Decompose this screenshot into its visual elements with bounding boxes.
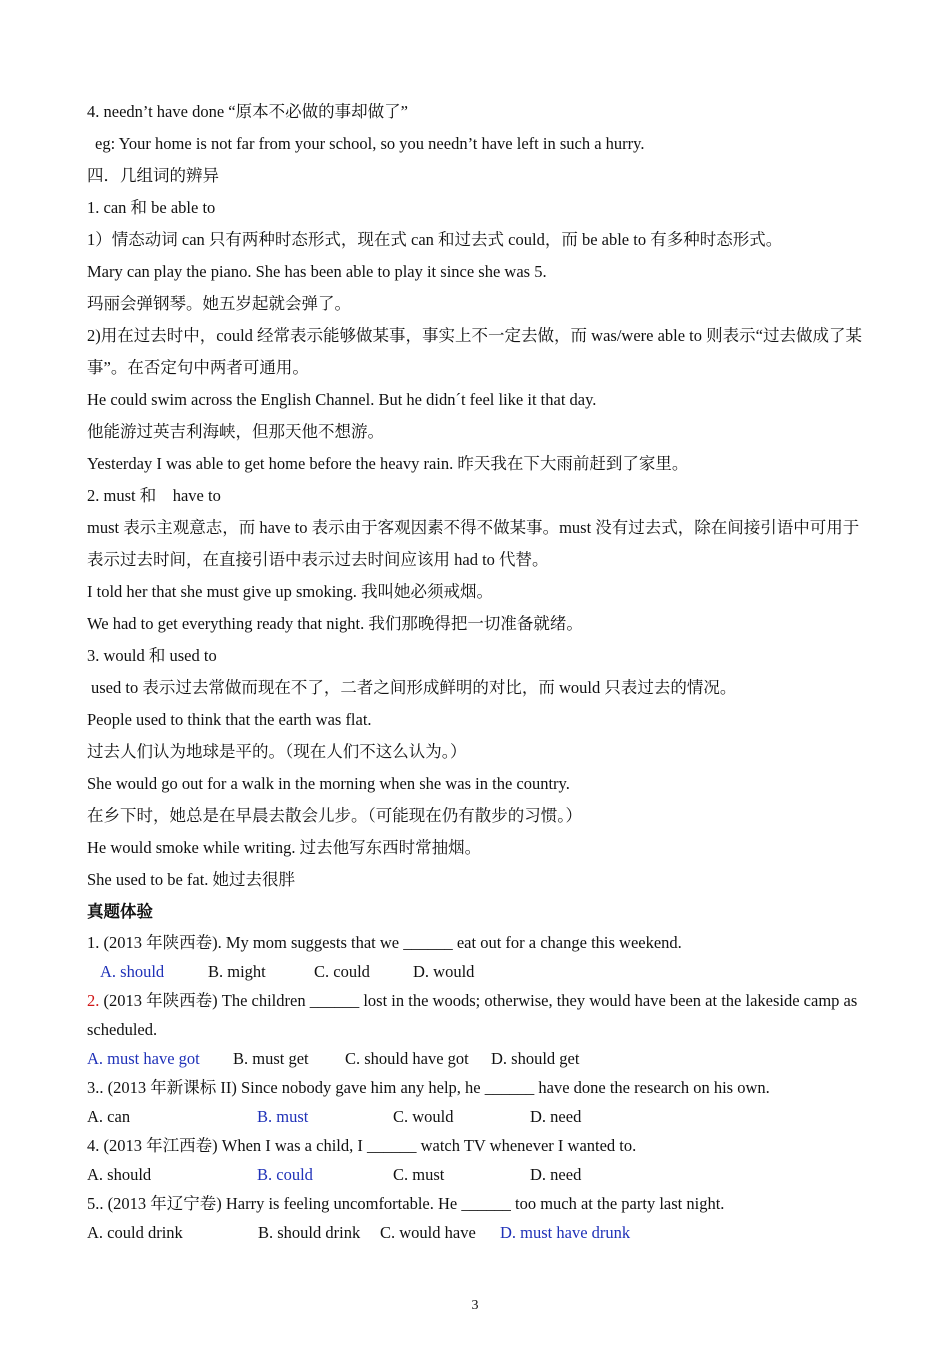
question-stem: (2013 年陕西卷) The children ______ lost in the woods; otherwise, they would have been at the lakeside camp as scheduled. [87, 991, 858, 1039]
example-sentence: I told her that she must give up smoking. 我叫她必须戒烟。 [87, 582, 494, 601]
option-a: A. must have got [87, 1049, 200, 1068]
option-a: A. should [87, 1165, 152, 1184]
question-4-options [87, 1160, 872, 1189]
question-number: 2. [87, 991, 100, 1010]
option-a: A. can [87, 1107, 131, 1126]
option-d: D. need [530, 1165, 582, 1184]
option-c: C. should have got [345, 1049, 469, 1068]
question-number: 4. [87, 1136, 100, 1155]
text-paragraph: must 表示主观意志，而 have to 表示由于客观因素不得不做某事。must 没有过去式，除在间接引语中可用于表示过去时间，在直接引语中表示过去时间应该用 had to 代替。 [87, 518, 860, 569]
option-d: D. need [530, 1107, 582, 1126]
text-line: 4. needn’t have done “原本不必做的事却做了” [87, 102, 408, 121]
translation: 他能游过英吉利海峡，但那天他不想游。 [87, 422, 384, 441]
option-c: C. would have [380, 1223, 476, 1242]
question-5 [87, 1189, 872, 1218]
subsection-heading: 2. must 和 have to [87, 486, 221, 505]
option-c: C. would [393, 1107, 454, 1126]
text-paragraph: 2)用在过去时中，could 经常表示能够做某事，事实上不一定去做，而 was/were able to 则表示“过去做成了某事”。在否定句中两者可通用。 [87, 326, 862, 377]
question-stem: (2013 年陕西卷). My mom suggests that we ______ eat out for a change this weekend. [99, 933, 682, 952]
example-sentence: She used to be fat. 她过去很胖 [87, 870, 296, 889]
question-2-options [87, 1044, 872, 1073]
question-stem: (2013 年新课标 II) Since nobody gave him any help, he ______ have done the research on his own. [103, 1078, 770, 1097]
document-page [87, 96, 872, 1247]
exercise-heading: 真题体验 [87, 902, 153, 921]
option-a: A. should [100, 962, 165, 981]
option-d: D. must have drunk [500, 1223, 631, 1242]
translation: 玛丽会弹钢琴。她五岁起就会弹了。 [87, 294, 351, 313]
text-line: 1）情态动词 can 只有两种时态形式，现在式 can 和过去式 could，而 be able to 有多种时态形式。 [87, 230, 783, 249]
example-sentence: Yesterday I was able to get home before the heavy rain. 昨天我在下大雨前赶到了家里。 [87, 454, 689, 473]
example-sentence: People used to think that the earth was flat. [87, 710, 372, 729]
option-d: D. should get [491, 1049, 580, 1068]
translation: 过去人们认为地球是平的。（现在人们不这么认为。） [87, 742, 467, 761]
question-stem: (2013 年江西卷) When I was a child, I ______ watch TV whenever I wanted to. [99, 1136, 637, 1155]
page-number: 3 [471, 1298, 479, 1313]
subsection-heading: 3. would 和 used to [87, 646, 217, 665]
text-line: used to 表示过去常做而现在不了，二者之间形成鲜明的对比，而 would 只表过去的情况。 [91, 678, 737, 697]
question-number: 3.. [87, 1078, 104, 1097]
question-number: 5.. [87, 1194, 104, 1213]
translation: 在乡下时，她总是在早晨去散会儿步。（可能现在仍有散步的习惯。） [87, 806, 582, 825]
example-sentence: She would go out for a walk in the morning when she was in the country. [87, 774, 570, 793]
question-2 [87, 986, 872, 1044]
question-1-options [87, 957, 872, 986]
question-4 [87, 1131, 872, 1160]
example-sentence: eg: Your home is not far from your school, so you needn’t have left in such a hurry. [95, 134, 645, 153]
option-b: B. must [257, 1107, 309, 1126]
example-sentence: He would smoke while writing. 过去他写东西时常抽烟。 [87, 838, 482, 857]
question-1 [87, 928, 872, 957]
option-b: B. might [208, 962, 266, 981]
option-c: C. must [393, 1165, 445, 1184]
question-3-options [87, 1102, 872, 1131]
option-b: B. should drink [258, 1223, 361, 1242]
option-b: B. must get [233, 1049, 309, 1068]
example-sentence: Mary can play the piano. She has been able to play it since she was 5. [87, 262, 547, 281]
question-stem: (2013 年辽宁卷) Harry is feeling uncomfortable. He ______ too much at the party last night. [103, 1194, 725, 1213]
example-sentence: We had to get everything ready that night. 我们那晚得把一切准备就绪。 [87, 614, 583, 633]
option-a: A. could drink [87, 1223, 183, 1242]
option-b: B. could [257, 1165, 313, 1184]
question-3 [87, 1073, 872, 1102]
option-c: C. could [314, 962, 370, 981]
example-sentence: He could swim across the English Channel. But he didn´t feel like it that day. [87, 390, 597, 409]
question-5-options [87, 1218, 872, 1247]
question-number: 1. [87, 933, 100, 952]
subsection-heading: 1. can 和 be able to [87, 198, 216, 217]
section-heading: 四．几组词的辨异 [87, 166, 219, 185]
option-d: D. would [413, 962, 475, 981]
